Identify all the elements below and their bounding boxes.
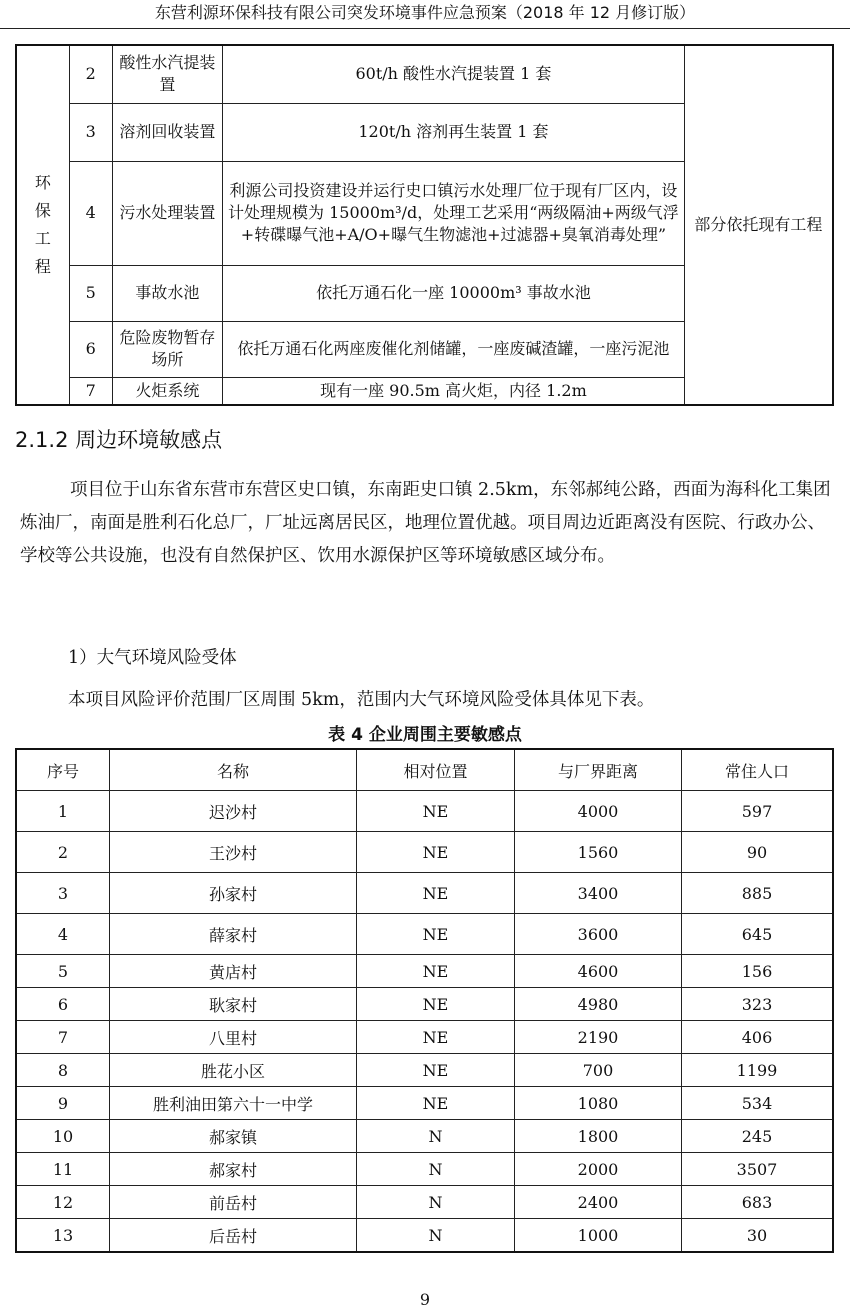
distance: 700 bbox=[515, 1054, 682, 1087]
intro-paragraph: 本项目风险评价范围厂区周围 5km，范围内大气环境风险受体具体见下表。 bbox=[68, 690, 655, 710]
place-name: 迟沙村 bbox=[110, 791, 357, 832]
population: 683 bbox=[682, 1186, 834, 1219]
table-row bbox=[16, 1087, 833, 1120]
population: 885 bbox=[682, 873, 834, 914]
table-row bbox=[16, 1186, 833, 1219]
place-name: 王沙村 bbox=[110, 832, 357, 873]
place-name: 郝家镇 bbox=[110, 1120, 357, 1153]
place-name: 后岳村 bbox=[110, 1219, 357, 1253]
facility-description: 利源公司投资建设并运行史口镇污水处理厂位于现有厂区内，设计处理规模为 15000m³/d，处理工艺采用“两级隔油+两级气浮+转碟曝气池+A/O+曝气生物滤池+过滤器+臭氧消毒处理” bbox=[223, 161, 685, 265]
category-label: 环保工程 bbox=[34, 173, 51, 276]
row-number: 7 bbox=[69, 377, 112, 405]
place-name: 胜利油田第六十一中学 bbox=[110, 1087, 357, 1120]
place-name: 耿家村 bbox=[110, 988, 357, 1021]
table-row bbox=[16, 1219, 833, 1253]
place-name: 郝家村 bbox=[110, 1153, 357, 1186]
distance: 1080 bbox=[515, 1087, 682, 1120]
population: 1199 bbox=[682, 1054, 834, 1087]
row-number: 10 bbox=[16, 1120, 110, 1153]
population: 156 bbox=[682, 955, 834, 988]
population: 406 bbox=[682, 1021, 834, 1054]
facility-description: 依托万通石化一座 10000m³ 事故水池 bbox=[223, 265, 685, 321]
place-name: 八里村 bbox=[110, 1021, 357, 1054]
category-cell bbox=[16, 45, 69, 405]
row-number: 8 bbox=[16, 1054, 110, 1087]
facility-name: 火炬系统 bbox=[112, 377, 222, 405]
sensitive-points-table bbox=[15, 748, 834, 1253]
facility-name: 溶剂回收装置 bbox=[112, 103, 222, 161]
column-header: 常住人口 bbox=[682, 749, 834, 791]
distance: 2190 bbox=[515, 1021, 682, 1054]
column-header: 序号 bbox=[16, 749, 110, 791]
population: 597 bbox=[682, 791, 834, 832]
row-number: 4 bbox=[69, 161, 112, 265]
population: 90 bbox=[682, 832, 834, 873]
place-name: 胜花小区 bbox=[110, 1054, 357, 1087]
distance: 2400 bbox=[515, 1186, 682, 1219]
relative-position: N bbox=[357, 1120, 515, 1153]
distance: 2000 bbox=[515, 1153, 682, 1186]
column-header: 名称 bbox=[110, 749, 357, 791]
population: 245 bbox=[682, 1120, 834, 1153]
table-row bbox=[16, 791, 833, 832]
facility-description: 60t/h 酸性水汽提装置 1 套 bbox=[223, 45, 685, 103]
place-name: 薛家村 bbox=[110, 914, 357, 955]
table-row bbox=[16, 1054, 833, 1087]
row-number: 6 bbox=[69, 321, 112, 377]
relative-position: N bbox=[357, 1186, 515, 1219]
population: 30 bbox=[682, 1219, 834, 1253]
column-header: 与厂界距离 bbox=[515, 749, 682, 791]
facility-name: 事故水池 bbox=[112, 265, 222, 321]
facility-name: 污水处理装置 bbox=[112, 161, 222, 265]
facility-description: 现有一座 90.5m 高火炬，内径 1.2m bbox=[223, 377, 685, 405]
relative-position: NE bbox=[357, 955, 515, 988]
facility-description: 120t/h 溶剂再生装置 1 套 bbox=[223, 103, 685, 161]
relative-position: NE bbox=[357, 914, 515, 955]
table-row bbox=[16, 1021, 833, 1054]
row-number: 12 bbox=[16, 1186, 110, 1219]
note-label: 部分依托现有工程 bbox=[694, 215, 823, 234]
relative-position: N bbox=[357, 1219, 515, 1253]
row-number: 5 bbox=[69, 265, 112, 321]
place-name: 黄店村 bbox=[110, 955, 357, 988]
page-header: 东营利源环保科技有限公司突发环境事件应急预案（2018 年 12 月修订版） bbox=[0, 0, 850, 29]
table-row bbox=[16, 832, 833, 873]
distance: 1000 bbox=[515, 1219, 682, 1253]
row-number: 3 bbox=[69, 103, 112, 161]
note-cell bbox=[684, 45, 833, 405]
facility-description: 依托万通石化两座废催化剂储罐，一座废碱渣罐，一座污泥池 bbox=[223, 321, 685, 377]
row-number: 13 bbox=[16, 1219, 110, 1253]
table-row bbox=[16, 1120, 833, 1153]
population: 534 bbox=[682, 1087, 834, 1120]
row-number: 4 bbox=[16, 914, 110, 955]
place-name: 孙家村 bbox=[110, 873, 357, 914]
table-row bbox=[16, 1153, 833, 1186]
distance: 3400 bbox=[515, 873, 682, 914]
distance: 4980 bbox=[515, 988, 682, 1021]
page-number: 9 bbox=[419, 1290, 431, 1309]
row-number: 3 bbox=[16, 873, 110, 914]
table-row bbox=[16, 45, 833, 103]
table-row bbox=[16, 914, 833, 955]
row-number: 7 bbox=[16, 1021, 110, 1054]
row-number: 1 bbox=[16, 791, 110, 832]
place-name: 前岳村 bbox=[110, 1186, 357, 1219]
row-number: 6 bbox=[16, 988, 110, 1021]
population: 323 bbox=[682, 988, 834, 1021]
relative-position: NE bbox=[357, 1054, 515, 1087]
distance: 4600 bbox=[515, 955, 682, 988]
relative-position: NE bbox=[357, 1087, 515, 1120]
relative-position: NE bbox=[357, 988, 515, 1021]
relative-position: NE bbox=[357, 873, 515, 914]
subheading: 1）大气环境风险受体 bbox=[68, 648, 237, 668]
facility-name: 酸性水汽提装置 bbox=[112, 45, 222, 103]
table-row bbox=[16, 988, 833, 1021]
relative-position: NE bbox=[357, 1021, 515, 1054]
distance: 1560 bbox=[515, 832, 682, 873]
table-row bbox=[16, 873, 833, 914]
population: 3507 bbox=[682, 1153, 834, 1186]
row-number: 2 bbox=[16, 832, 110, 873]
relative-position: NE bbox=[357, 832, 515, 873]
table-header-row bbox=[16, 749, 833, 791]
relative-position: N bbox=[357, 1153, 515, 1186]
location-paragraph: 项目位于山东省东营市东营区史口镇，东南距史口镇 2.5km，东邻郝纯公路，西面为海科化工集团炼油厂，南面是胜利石化总厂，厂址远离居民区，地理位置优越。项目周边近距离没有医院、行政办公、学校等公共设施，也没有自然保护区、饮用水源保护区等环境敏感区域分布。 bbox=[20, 480, 831, 566]
facility-name: 危险废物暂存场所 bbox=[112, 321, 222, 377]
row-number: 11 bbox=[16, 1153, 110, 1186]
facilities-table bbox=[15, 44, 834, 406]
distance: 4000 bbox=[515, 791, 682, 832]
row-number: 9 bbox=[16, 1087, 110, 1120]
column-header: 相对位置 bbox=[357, 749, 515, 791]
row-number: 5 bbox=[16, 955, 110, 988]
table-row bbox=[16, 955, 833, 988]
section-title: 2.1.2 周边环境敏感点 bbox=[15, 428, 223, 452]
distance: 1800 bbox=[515, 1120, 682, 1153]
population: 645 bbox=[682, 914, 834, 955]
row-number: 2 bbox=[69, 45, 112, 103]
distance: 3600 bbox=[515, 914, 682, 955]
relative-position: NE bbox=[357, 791, 515, 832]
table-caption: 表 4 企业周围主要敏感点 bbox=[328, 725, 522, 745]
